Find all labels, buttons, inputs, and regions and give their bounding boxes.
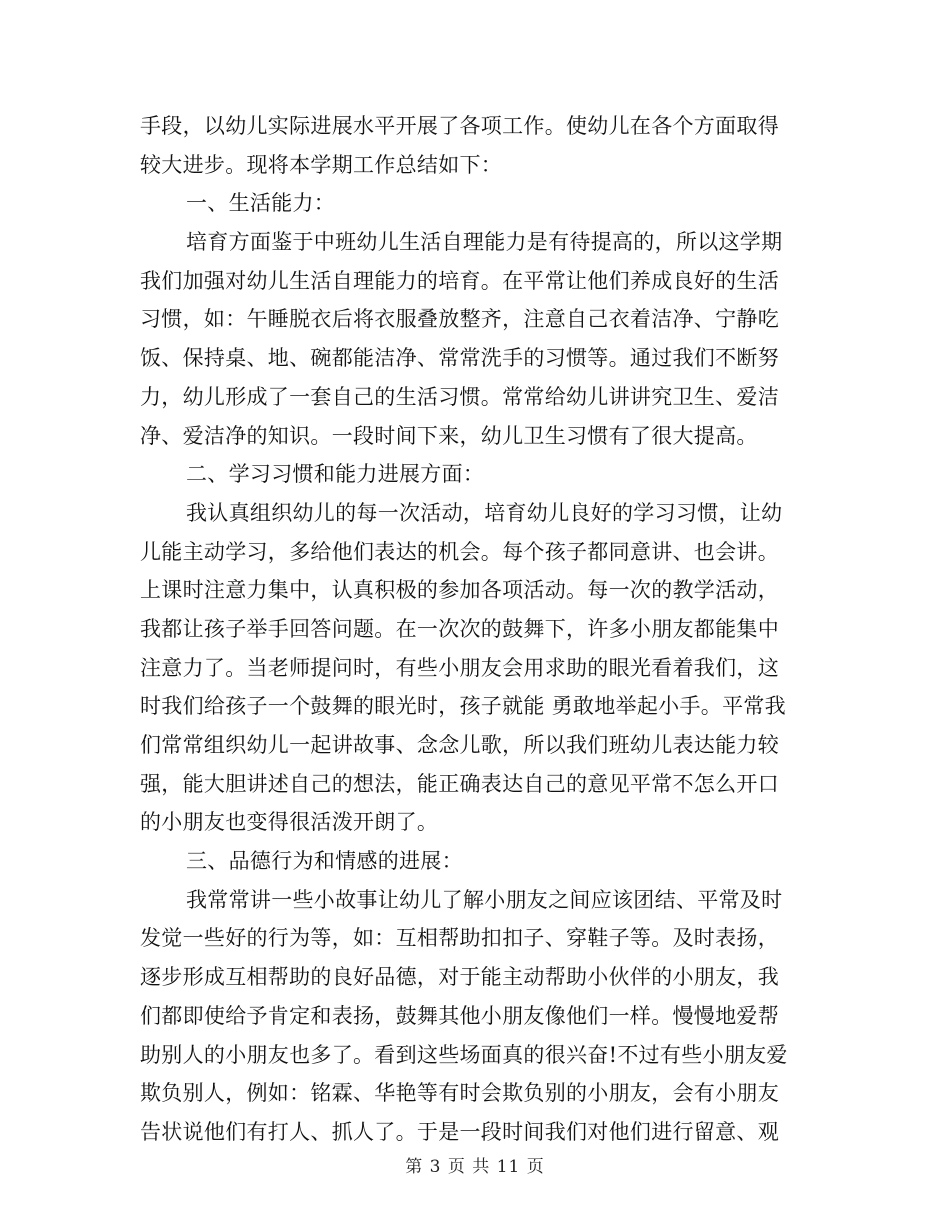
text-line: 饭、保持桌、地、碗都能洁净、常常洗手的习惯等。通过我们不断努	[140, 346, 779, 371]
text-line: 欺负别人，例如：铭霖、华艳等有时会欺负别的小朋友，会有小朋友	[140, 1081, 779, 1106]
text-line: 的小朋友也变得很活泼开朗了。	[140, 810, 439, 835]
text-line: 净、爱洁净的知识。一段时间下来，幼儿卫生习惯有了很大提高。	[140, 423, 758, 448]
text-line: 们都即使给予肯定和表扬，鼓舞其他小朋友像他们一样。慢慢地爱帮	[140, 1003, 779, 1028]
document-body	[140, 107, 810, 1152]
text-line: 二、学习习惯和能力进展方面：	[186, 462, 485, 487]
text-line: 注意力了。当老师提问时，有些小朋友会用求助的眼光看着我们，这	[140, 655, 779, 680]
text-line: 我认真组织幼儿的每一次活动，培育幼儿良好的学习习惯，让幼	[186, 500, 783, 525]
text-line: 逐步形成互相帮助的良好品德，对于能主动帮助小伙伴的小朋友，我	[140, 965, 779, 990]
text-line: 我都让孩子举手回答问题。在一次次的鼓舞下，许多小朋友都能集中	[140, 616, 779, 641]
text-line: 一、生活能力：	[186, 191, 336, 216]
page-number-footer: 第 3 页 共 11 页	[405, 1157, 545, 1177]
text-line: 习惯，如：午睡脱衣后将衣服叠放整齐，注意自己衣着洁净、宁静吃	[140, 307, 779, 332]
text-line: 们常常组织幼儿一起讲故事、念念儿歌，所以我们班幼儿表达能力较	[140, 733, 779, 757]
text-line: 手段，以幼儿实际进展水平开展了各项工作。使幼儿在各个方面取得	[140, 114, 779, 138]
text-line: 助别人的小朋友也多了。看到这些场面真的很兴奋!不过有些小朋友爱	[140, 1042, 788, 1067]
text-line: 时我们给孩子一个鼓舞的眼光时，孩子就能 勇敢地举起小手。平常我	[140, 694, 786, 719]
text-line: 培育方面鉴于中班幼儿生活自理能力是有待提高的，所以这学期	[186, 230, 783, 255]
text-line: 三、品德行为和情感的进展：	[186, 849, 463, 874]
text-line: 儿能主动学习，多给他们表达的机会。每个孩子都同意讲、也会讲。	[140, 539, 779, 564]
text-line: 告状说他们有打人、抓人了。于是一段时间我们对他们进行留意、观	[140, 1119, 779, 1144]
text-line: 强，能大胆讲述自己的想法，能正确表达自己的意见平常不怎么开口	[140, 771, 779, 796]
text-line: 我常常讲一些小故事让幼儿了解小朋友之间应该团结、平常及时	[186, 887, 783, 912]
text-line: 发觉一些好的行为等，如：互相帮助扣扣子、穿鞋子等。及时表扬，	[140, 926, 779, 951]
text-line: 力，幼儿形成了一套自己的生活习惯。常常给幼儿讲讲究卫生、爱洁	[140, 384, 779, 409]
text-line: 较大进步。现将本学期工作总结如下：	[140, 152, 503, 177]
text-line: 我们加强对幼儿生活自理能力的培育。在平常让他们养成良好的生活	[140, 268, 779, 293]
text-line: 上课时注意力集中，认真积极的参加各项活动。每一次的教学活动，	[140, 578, 779, 603]
